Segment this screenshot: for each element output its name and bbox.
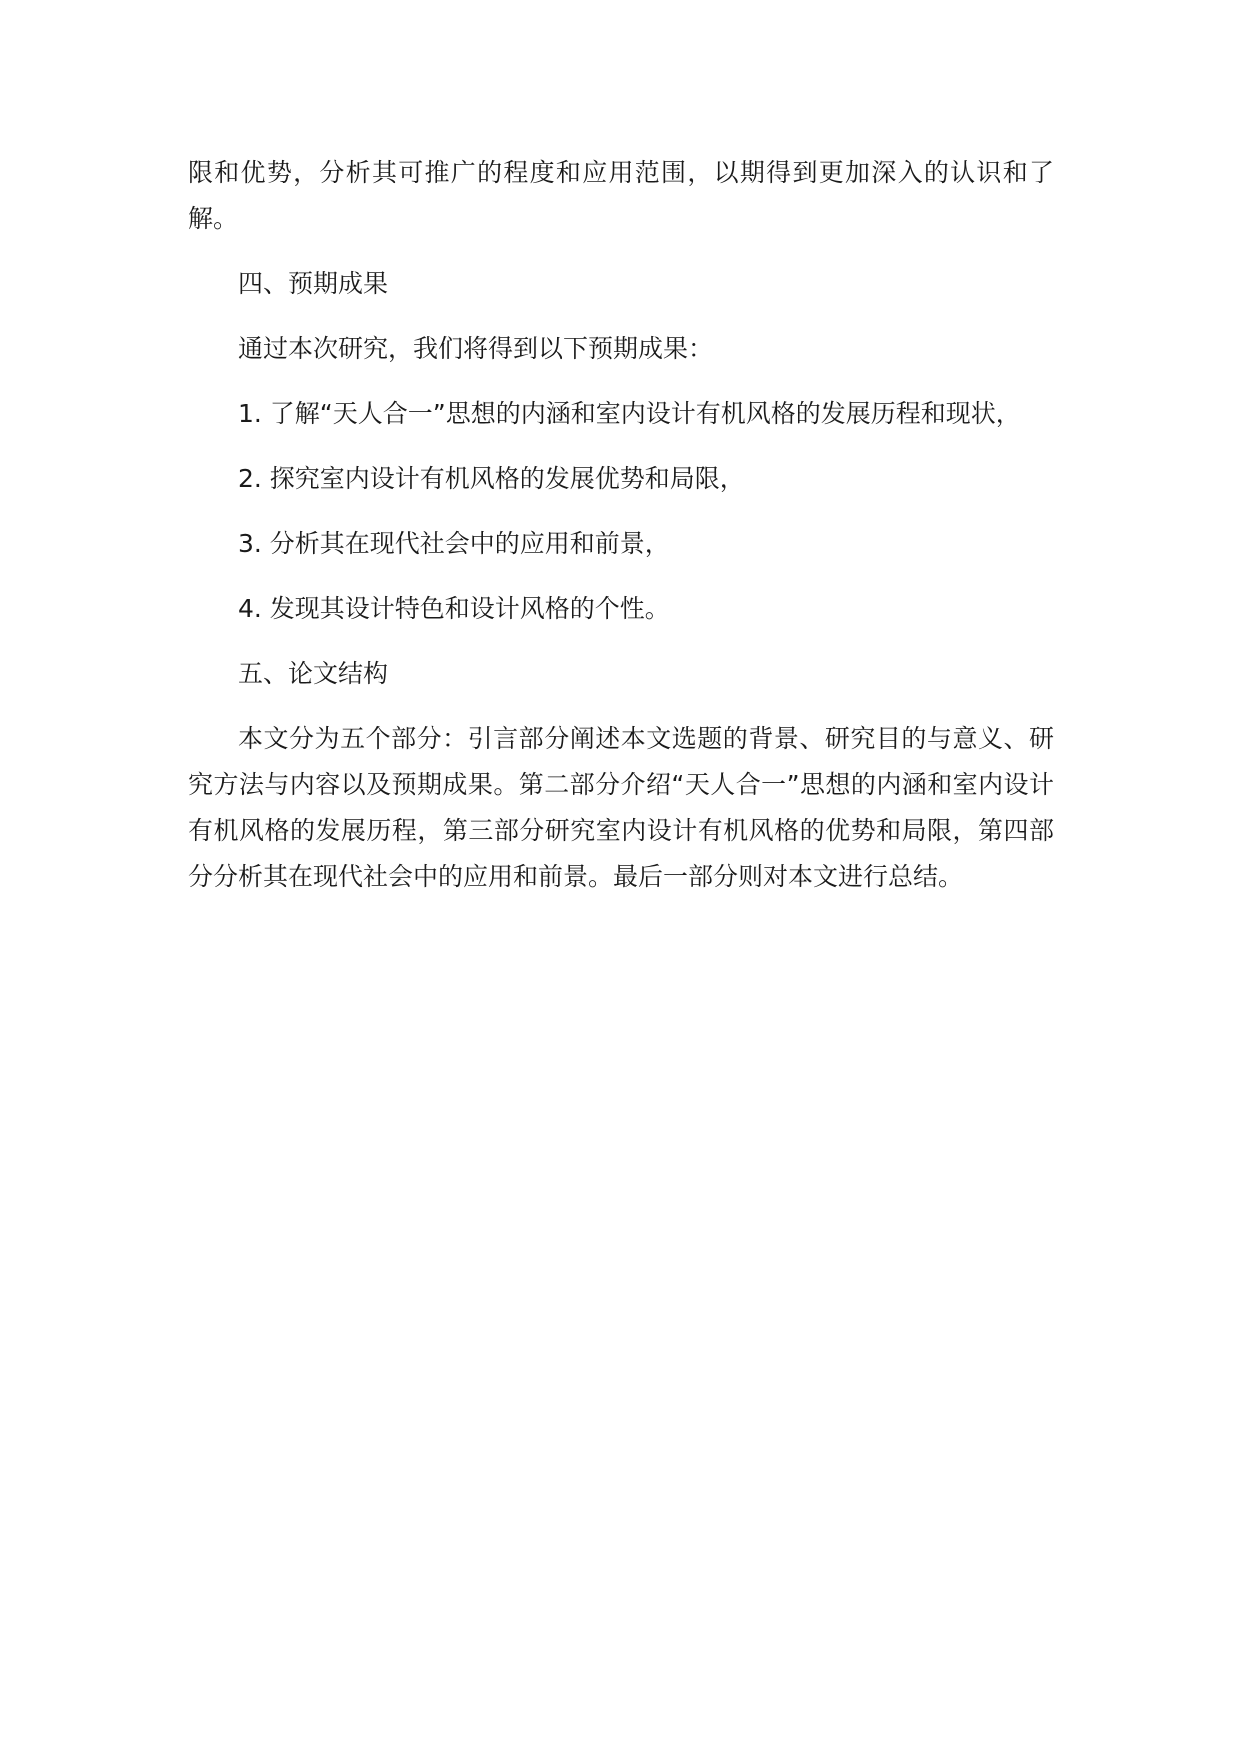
- list-item-2: 2. 探究室内设计有机风格的发展优势和局限，: [238, 464, 745, 493]
- section-heading-thesis-structure: 五、论文结构: [238, 659, 389, 688]
- paragraph-structure: 本文分为五个部分：引言部分阐述本文选题的背景、研究目的与意义、研究方法与内容以及预期成果。第二部分介绍“天人合一”思想的内涵和室内设计有机风格的发展历程，第三部分研究室内设计有机风格的优势和局限，第四部分分析其在现代社会中的应用和前景。最后一部分则对本文进行总结。: [188, 724, 1054, 891]
- document-body: [188, 150, 1054, 919]
- list-item-1: 1. 了解“天人合一”思想的内涵和室内设计有机风格的发展历程和现状，: [238, 399, 1021, 428]
- section-heading-expected-results: 四、预期成果: [238, 269, 389, 298]
- paragraph-intro: 通过本次研究，我们将得到以下预期成果：: [238, 334, 714, 363]
- paragraph-continuation: 限和优势，分析其可推广的程度和应用范围，以期得到更加深入的认识和了解。: [188, 158, 1054, 233]
- list-item-3: 3. 分析其在现代社会中的应用和前景，: [238, 529, 670, 558]
- list-item-4: 4. 发现其设计特色和设计风格的个性。: [238, 594, 670, 623]
